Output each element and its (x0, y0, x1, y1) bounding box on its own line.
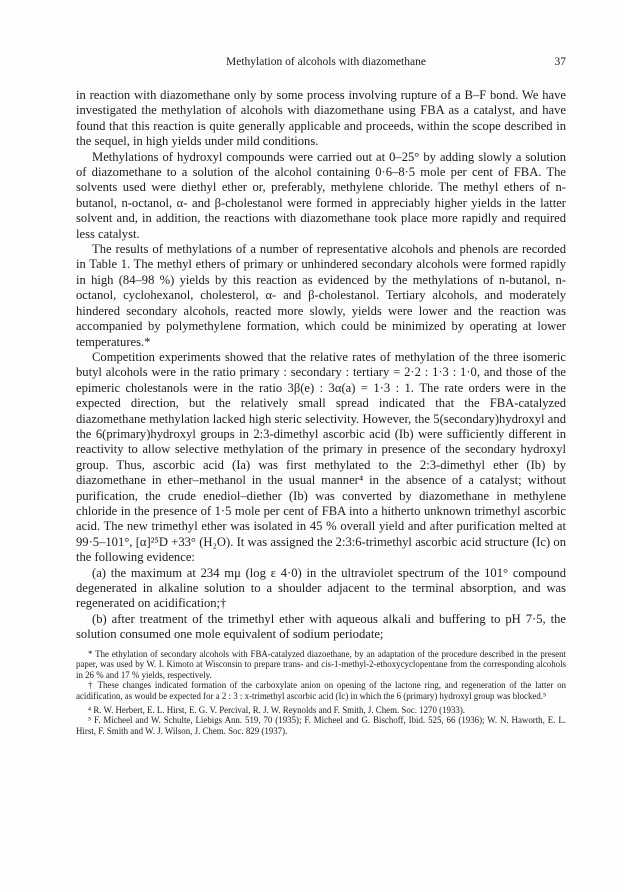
paragraph-continuation: in reaction with diazomethane only by some process involving rupture of a B–F bond. We have investigated the methylation of alcohols with diazomethane using FBA as a catalyst, and have found that this reaction is quite generally applicable and proceeds, within the scope described in the sequel, in high yields under mild conditions. (76, 88, 566, 149)
evidence-item-b: (b) after treatment of the trimethyl ether with aqueous alkali and buffering to pH 7·5, the solution consumed one mole equivalent of sodium periodate; (76, 611, 566, 642)
footnote-dagger: † These changes indicated formation of the carboxylate anion on opening of the lactone ring, and regeneration of the latter on acidification, as would be expected for a 2 : 3 : x-trimethyl ascorbic acid (Ic) in which the 6 (primary) hydroxyl group was blocked.⁵ (76, 680, 566, 701)
reference-5: ⁵ F. Micheel and W. Schulte, Liebigs Ann. 519, 70 (1935); F. Micheel and G. Bischoff, Ibid. 525, 66 (1936); W. N. Haworth, E. L. Hirst, F. Smith and W. J. Wilson, J. Chem. Soc. 829 (1937). (76, 715, 566, 736)
body-text (76, 88, 566, 643)
footnote-asterisk: * The ethylation of secondary alcohols with FBA-catalyzed diazoethane, by an adaptation of the procedure described in the present paper, was used by W. I. Kimoto at Wisconsin to prepare trans- and cis-1-methyl-2-ethoxycyclopentane from the corresponding alcohols in 26 % and 17 % yields, respectively. (76, 648, 566, 680)
running-title: Methylation of alcohols with diazomethane (226, 56, 426, 68)
paragraph-competition: Competition experiments showed that the relative rates of methylation of the three isomeric butyl alcohols were in the ratio primary : secondary : tertiary = 2·2 : 1·3 : 1·0, and those of the epimeric cholestanols were in the ratio 3β(e) : 3α(a) = 1·3 : 1. The rate orders were in the expected direction, but the relatively small spread indicated that the FBA-catalyzed diazomethane methylation lacked high steric selectivity. However, the 5(secondary)hydroxyl and the 6(primary)hydroxyl groups in 2:3-dimethyl ascorbic acid (Ib) were sufficiently different in reactivity to allow selective methylation of the primary in presence of the secondary hydroxyl group. Thus, ascorbic acid (Ia) was first methylated to the 2:3-dimethyl ether (Ib) by diazomethane in ether–methanol in the usual manner⁴ in the absence of a catalyst; without purification, the crude enediol–diether (Ib) was converted by diazomethane in methylene chloride in the presence of 1·5 mole per cent of FBA into a hitherto unknown trimethyl ascorbic acid. The new trimethyl ether was isolated in 45 % overall yield and after purification melted at 99·5–101°, [α]²⁵D +33° (H₂O). It was assigned the 2:3:6-trimethyl ascorbic acid structure (Ic) on the following evidence: (76, 349, 566, 565)
paragraph-methylation-conditions: Methylations of hydroxyl compounds were carried out at 0–25° by adding slowly a solution of diazomethane to a solution of the alcohol containing 0·6–8·5 mole per cent of FBA. The solvents used were diethyl ether or, preferably, methylene chloride. The methyl ethers of n-butanol, n-octanol, α- and β-cholestanol were formed in appreciably higher yields in the latter solvent and, in addition, the reactions with diazomethane took place more rapidly and required less catalyst. (76, 149, 566, 241)
running-header (76, 56, 566, 68)
paragraph-results: The results of methylations of a number of representative alcohols and phenols are recorded in Table 1. The methyl ethers of primary or unhindered secondary alcohols were formed rapidly in high (84–98 %) yields by this reaction as evidenced by the methylations of n-butanol, n-octanol, cyclohexanol, cholesterol, α- and β-cholestanol. Tertiary alcohols, and moderately hindered secondary alcohols, reacted more slowly, yields were lower and the reaction was accompanied by polymethylene formation, which could be minimized by operating at lower temperatures.* (76, 242, 566, 349)
reference-4: ⁴ R. W. Herbert, E. L. Hirst, E. G. V. Percival, R. J. W. Reynolds and F. Smith, J. Chem. Soc. 1270 (1933). (88, 704, 466, 715)
footnotes (76, 649, 566, 737)
evidence-item-a: (a) the maximum at 234 mμ (log ε 4·0) in the ultraviolet spectrum of the 101° compound degenerated in alkaline solution to a shoulder adjacent to the terminal absorption, and was regenerated on acidification;† (76, 565, 566, 611)
page-number: 37 (554, 56, 566, 68)
